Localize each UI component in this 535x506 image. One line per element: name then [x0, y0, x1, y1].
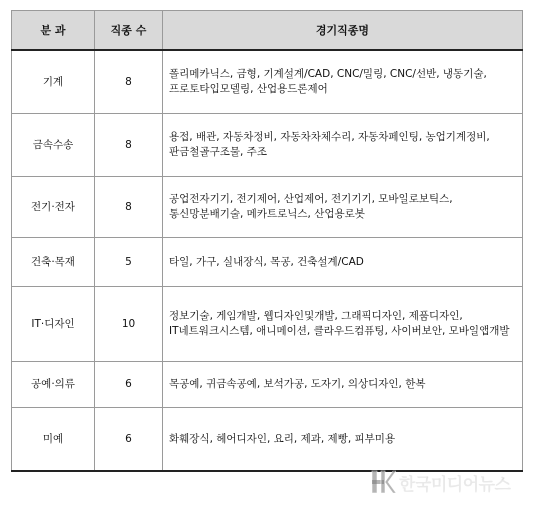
row-jobs: 용접, 배관, 자동차정비, 자동차차체수리, 자동차페인팅, 농업기계정비, 판금철골구조물, 주조	[163, 114, 523, 177]
table-header-row	[12, 11, 523, 51]
row-jobs: 정보기술, 게임개발, 웹디자인및개발, 그래픽디자인, 제품디자인, IT네트워크시스템, 애니메이션, 클라우드컴퓨팅, 사이버보안, 모바일앱개발	[163, 287, 523, 362]
table-row	[12, 238, 523, 287]
table-row	[12, 177, 523, 238]
job-category-table	[11, 10, 523, 472]
row-category: 전기·전자	[12, 177, 95, 238]
row-count: 8	[95, 50, 163, 114]
table-row	[12, 114, 523, 177]
row-count: 8	[95, 114, 163, 177]
row-category: 공예·의류	[12, 362, 95, 408]
row-category: 미예	[12, 408, 95, 472]
watermark-text: 한국미디어뉴스	[399, 474, 511, 495]
row-jobs: 화훼장식, 헤어디자인, 요리, 제과, 제빵, 피부미용	[163, 408, 523, 472]
row-jobs: 목공예, 귀금속공예, 보석가공, 도자기, 의상디자인, 한복	[163, 362, 523, 408]
row-count: 10	[95, 287, 163, 362]
row-jobs: 타일, 가구, 실내장식, 목공, 건축설계/CAD	[163, 238, 523, 287]
job-category-table-container	[11, 10, 522, 472]
table-row	[12, 408, 523, 472]
row-count: 6	[95, 408, 163, 472]
row-count: 8	[95, 177, 163, 238]
row-category: 건축·목재	[12, 238, 95, 287]
table-row	[12, 287, 523, 362]
row-jobs: 폴리메카닉스, 금형, 기계설계/CAD, CNC/밀링, CNC/선반, 냉동기술, 프로토타입모델링, 산업용드론제어	[163, 50, 523, 114]
row-count: 6	[95, 362, 163, 408]
row-jobs: 공업전자기기, 전기제어, 산업제어, 전기기기, 모바일로보틱스, 통신망분배기술, 메카트로닉스, 산업용로봇	[163, 177, 523, 238]
header-count: 직종 수	[95, 11, 163, 51]
table-row	[12, 362, 523, 408]
row-count: 5	[95, 238, 163, 287]
row-category: 기계	[12, 50, 95, 114]
header-jobs: 경기직종명	[163, 11, 523, 51]
table-row	[12, 50, 523, 114]
row-category: IT·디자인	[12, 287, 95, 362]
hk-logo-icon	[370, 468, 396, 496]
header-category: 분 과	[12, 11, 95, 51]
row-category: 금속수송	[12, 114, 95, 177]
